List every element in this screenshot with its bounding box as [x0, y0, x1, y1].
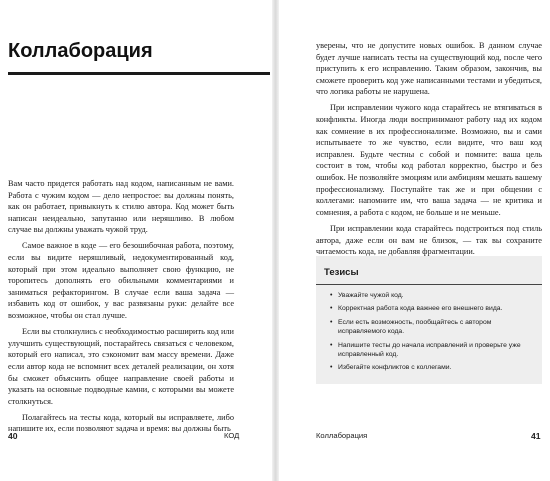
sidebar-title: Тезисы: [324, 267, 359, 278]
list-item: • Уважайте чужой код.: [330, 292, 404, 299]
left-body-text: [8, 178, 234, 439]
left-page: [0, 0, 272, 481]
paragraph: Самое важное в коде — его безошибочная работа, поэтому, если вы видите неряшливый, недокументированный код, который при этом идеально выполняет свою функцию, не торопитесь дополнять его обильными комментариями и заниматься рефакторингом. В случае если ваша задача — избавить код от ошибок, у вас развязаны руки: делайте все возможное, чтобы он стал лучше.: [8, 241, 234, 321]
theses-sidebar: [316, 256, 542, 384]
bullet-icon: •: [330, 364, 333, 372]
list-item: • Корректная работа кода важнее его внешнего вида.: [330, 305, 503, 313]
paragraph: уверены, что не допустите новых ошибок. В данном случае будет лучше написать тесты на существующий код, после чего приступить к его исправлению. Таким образом, закончив, вы сможете проверить код уже написанными тестами и убедиться, что логика работы не нарушена.: [316, 41, 542, 97]
paragraph: При исправлении кода старайтесь подстроиться под стиль автора, даже если он вам не близок, — так вы сохраните читаемость кода, не добавляя фрагментации.: [316, 223, 542, 257]
list-item: • Если есть возможность, пообщайтесь с автором исправляемого кода.: [330, 318, 492, 336]
book-gutter: [272, 0, 279, 481]
running-head-right: Коллаборация: [316, 431, 368, 440]
page-number-right: 41: [531, 431, 541, 441]
list-item: • Напишите тесты до начала исправлений и проверьте уже исправленный код.: [330, 341, 521, 359]
paragraph: При исправлении чужого кода старайтесь не втягиваться в конфликты. Иногда люди воспринимают работу над их кодом как сомнение в их профессионализме. Возможно, вы и сами испытываете то же чувство, если видите, что ваш код исправлен. Будьте честны с собой и помните: ваша цель состоит в том, чтобы код работал корректно, быстро и без ошибок. Не позволяйте эмоциям или амбициям мешать вашему профессионализму. Поступайте так же и при общении с коллегами: напомните им, что ваша задача — не критика и сомнения, а работа с кодом, не больше и не меньше.: [316, 103, 542, 217]
bullet-icon: •: [330, 292, 333, 299]
paragraph: Если вы столкнулись с необходимостью расширить код или улучшить существующий, постарайтесь связаться с человеком, который его написал, это сэкономит вам массу времени. Даже если автор кода не вспомнит всех деталей реализации, он хотя бы сможет объяснить общее направление своей работы и указать на основные подводные камни, с которыми вы можете столкнуться.: [8, 327, 234, 406]
theses-list: [316, 285, 542, 373]
page-number-left: 40: [8, 431, 18, 441]
bullet-icon: •: [330, 341, 333, 349]
chapter-title: Коллаборация: [8, 40, 153, 62]
bullet-icon: •: [330, 318, 333, 326]
paragraph: Полагайтесь на тесты кода, который вы исправляете, либо напишите их, если позволяют задача и время: вы должны быть: [8, 412, 234, 434]
bullet-icon: •: [330, 305, 333, 313]
list-item: • Избегайте конфликтов с коллегами.: [330, 364, 452, 372]
running-head-left: КОД: [224, 431, 240, 440]
paragraph: Вам часто придется работать над кодом, написанным не вами. Работа с чужим кодом — дело непростое: вы должны понять, как он работает, привыкнуть к стилю автора. Код может быть написан неидеально, запутанно или неряшливо. В любом случае вы должны уважать чужой труд.: [8, 179, 234, 235]
title-rule: [8, 72, 270, 75]
right-body-text: [316, 40, 542, 262]
